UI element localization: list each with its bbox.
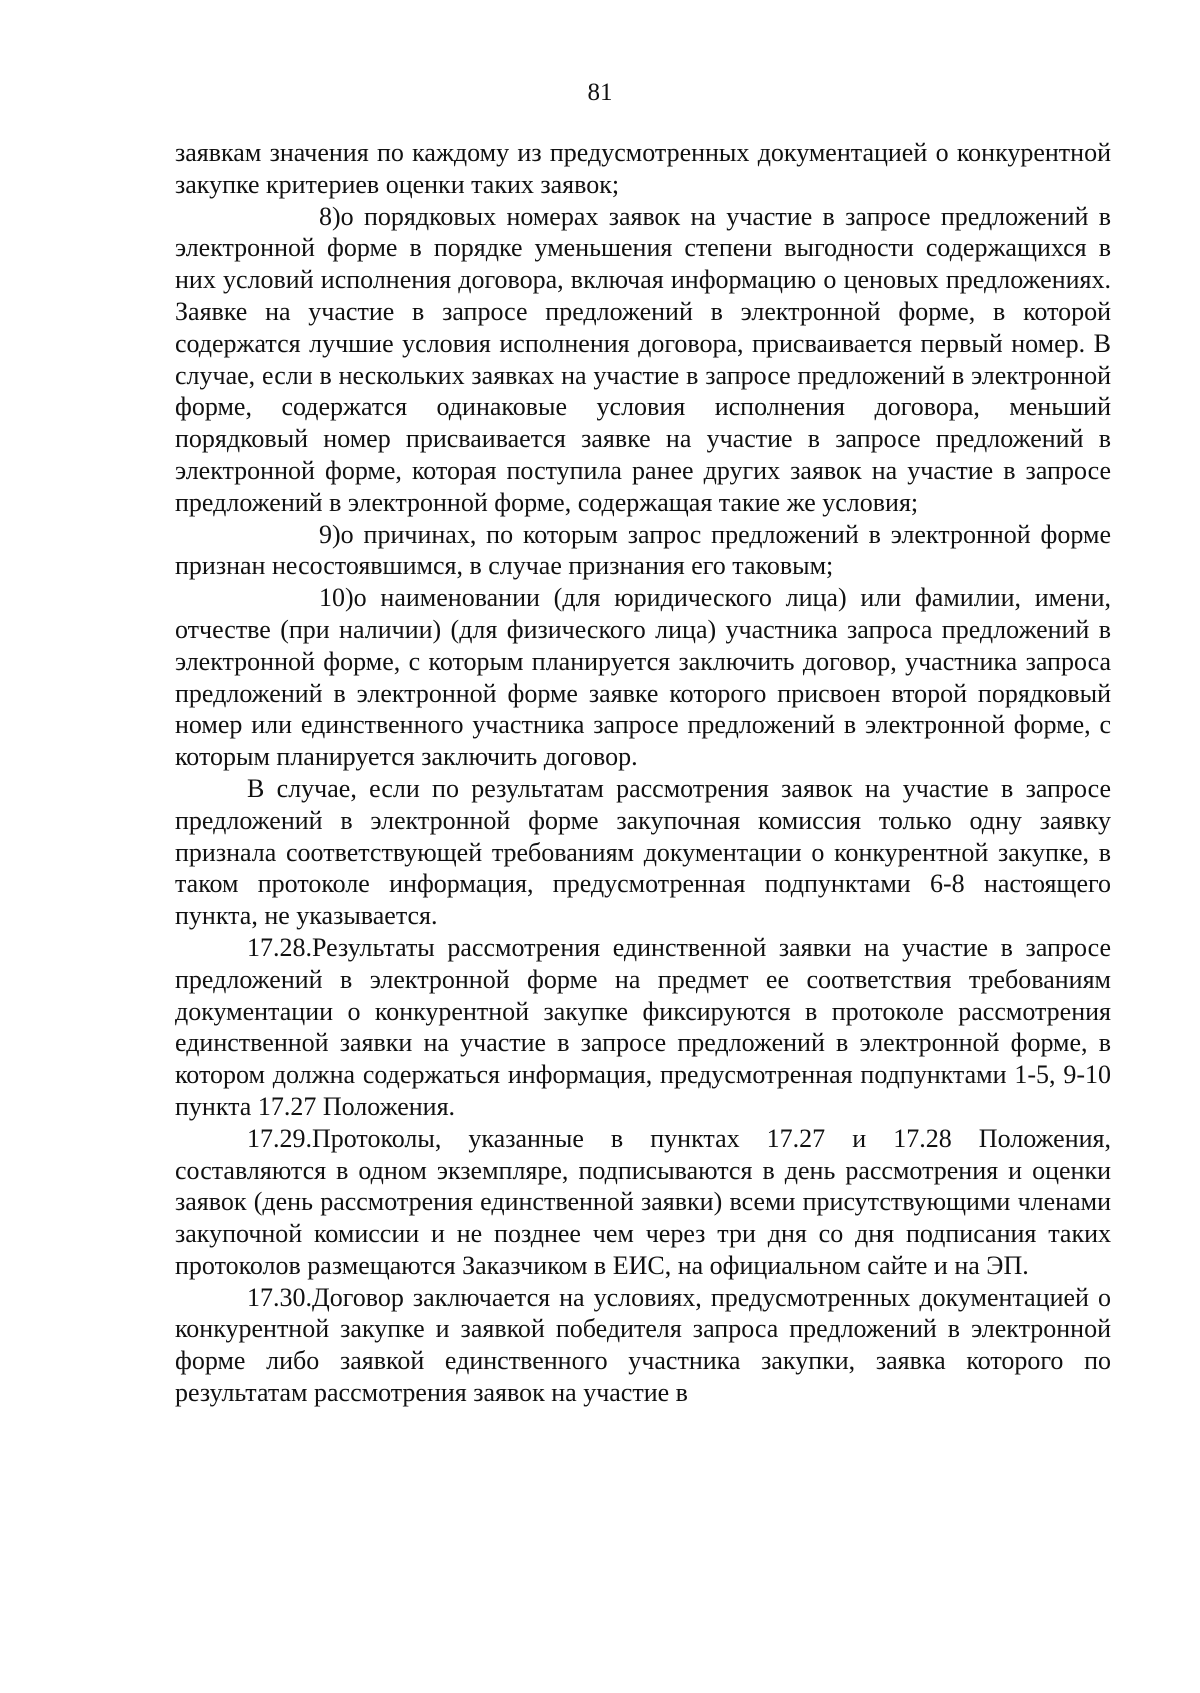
paragraph-text: 17.29.Протоколы, указанные в пунктах 17.27 и 17.28 Положения, составляются в одном экземпляре, подписываются в день рассмотрения и оценки заявок (день рассмотрения единственной заявки) всеми присутствующими членами закупочной комиссии и не позднее чем через три дня со дня подписания таких протоколов размещаются Заказчиком в ЕИС, на официальном сайте и на ЭП. <box>175 1123 1111 1280</box>
paragraph-text: В случае, если по результатам рассмотрения заявок на участие в запросе предложений в электронной форме закупочная комиссия только одну заявку признала соответствующей требованиям документации о конкурентной закупке, в таком протоколе информация, предусмотренная подпунктами 6-8 настоящего пункта, не указывается. <box>175 773 1111 931</box>
page-number: 81 <box>587 79 613 106</box>
paragraph-text: заявкам значения по каждому из предусмотренных документацией о конкурентной закупке критериев оценки таких заявок; <box>175 138 1111 199</box>
paragraph-single-application <box>175 773 1111 932</box>
paragraph-text: 17.28.Результаты рассмотрения единственной заявки на участие в запросе предложений в электронной форме на предмет ее соответствия требованиям документации о конкурентной закупке фиксируются в протоколе рассмотрения единственной заявки на участие в запросе предложений в электронной форме, в котором должна содержаться информация, предусмотренная подпунктами 1-5, 9-10 пункта 17.27 Положения. <box>175 932 1111 1121</box>
paragraph-continuation <box>175 137 1111 201</box>
list-item-number: 8) <box>319 201 341 231</box>
list-item-number: 10) <box>319 583 354 613</box>
list-item-10 <box>175 582 1111 773</box>
list-item-9 <box>175 519 1111 583</box>
paragraph-text: о причинах, по которым запрос предложений в электронной форме признан несостоявшимся, в случае признания его таковым; <box>175 519 1111 581</box>
clause-17-28 <box>175 932 1111 1123</box>
paragraph-text: о наименовании (для юридического лица) или фамилии, имени, отчестве (при наличии) (для физического лица) участника запроса предложений в электронной форме, с которым планируется заключить договор, участника запроса предложений в электронной форме заявке которого присвоен второй порядковый номер или единственного участника запросе предложений в электронной форме, с которым планируется заключить договор. <box>175 583 1111 772</box>
document-body <box>175 137 1111 1409</box>
paragraph-text: 17.30.Договор заключается на условиях, предусмотренных документацией о конкурентной закупке и заявкой победителя запроса предложений в электронной форме либо заявкой единственного участника закупки, заявка которого по результатам рассмотрения заявок на участие в <box>175 1282 1111 1408</box>
clause-17-29 <box>175 1123 1111 1282</box>
list-item-number: 9) <box>319 519 341 549</box>
list-item-8 <box>175 201 1111 519</box>
clause-17-30 <box>175 1282 1111 1409</box>
paragraph-text: о порядковых номерах заявок на участие в запросе предложений в электронной форме в порядке уменьшения степени выгодности содержащихся в них условий исполнения договора, включая информацию о ценовых предложениях. Заявке на участие в запросе предложений в электронной форме, в которой содержатся лучшие условия исполнения договора, присваивается первый номер. В случае, если в нескольких заявках на участие в запросе предложений в электронной форме, содержатся одинаковые условия исполнения договора, меньший порядковый номер присваивается заявке на участие в запросе предложений в электронной форме, которая поступила ранее других заявок на участие в запросе предложений в электронной форме, содержащая такие же условия; <box>175 201 1111 517</box>
